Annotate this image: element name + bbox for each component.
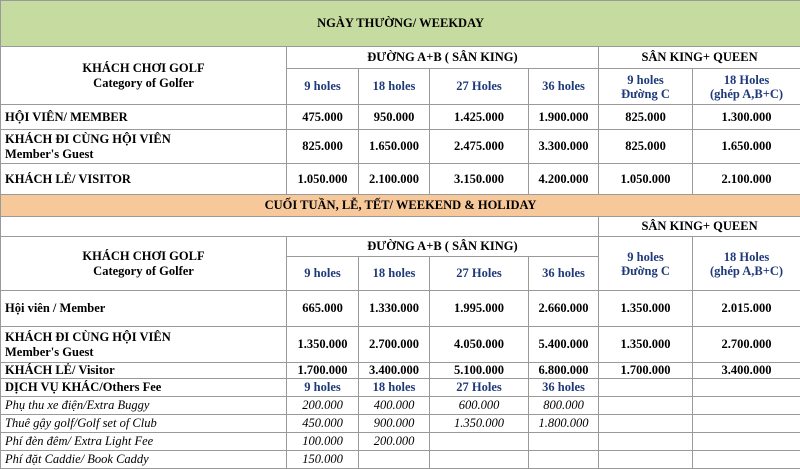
col-9-holes-c — [599, 69, 693, 105]
empty-cell — [693, 451, 800, 469]
weekend-group-ab: ĐƯỜNG A+B ( SÂN KING) — [287, 237, 599, 257]
row-label-vi: KHÁCH ĐI CÙNG HỘI VIÊN — [5, 132, 282, 147]
price-cell: 1.350.000 — [599, 291, 693, 327]
table-row — [1, 130, 800, 164]
col-18h-line1: 18 Holes — [697, 73, 796, 87]
empty-cell — [693, 379, 800, 397]
col-36-holes: 36 holes — [529, 379, 599, 397]
price-cell: 1.050.000 — [287, 164, 359, 195]
price-cell: 1.350.000 — [287, 327, 359, 363]
price-cell: 450.000 — [287, 415, 359, 433]
table-row — [1, 397, 800, 415]
col-9-holes-c — [599, 237, 693, 291]
price-cell: 1.050.000 — [599, 164, 693, 195]
col-18-holes-abc — [693, 69, 800, 105]
price-cell — [359, 451, 430, 469]
price-cell: 950.000 — [359, 105, 430, 130]
category-en: Category of Golfer — [5, 76, 282, 91]
price-cell: 1.425.000 — [430, 105, 529, 130]
weekend-blank-cell — [1, 217, 599, 237]
row-label: KHÁCH LẺ/ Visitor — [1, 363, 287, 379]
col-18-holes: 18 holes — [359, 257, 430, 291]
price-cell: 1.650.000 — [693, 130, 800, 164]
row-label: HỘI VIÊN/ MEMBER — [1, 105, 287, 130]
row-label-en: Member's Guest — [5, 147, 282, 162]
price-cell: 2.700.000 — [693, 327, 800, 363]
price-cell: 4.200.000 — [529, 164, 599, 195]
category-vi: KHÁCH CHƠI GOLF — [5, 61, 282, 76]
table-row — [1, 327, 800, 363]
price-cell: 475.000 — [287, 105, 359, 130]
weekday-category-header — [1, 47, 287, 105]
price-cell: 2.015.000 — [693, 291, 800, 327]
price-cell: 2.100.000 — [693, 164, 800, 195]
price-cell: 3.400.000 — [359, 363, 430, 379]
price-cell: 2.100.000 — [359, 164, 430, 195]
table-row — [1, 105, 800, 130]
empty-cell — [599, 379, 693, 397]
weekend-group-kq: SÂN KING+ QUEEN — [599, 217, 800, 237]
price-cell: 5.100.000 — [430, 363, 529, 379]
empty-cell — [599, 415, 693, 433]
empty-cell — [599, 433, 693, 451]
row-label: Thuê gậy golf/Golf set of Club — [1, 415, 287, 433]
price-cell: 1.700.000 — [287, 363, 359, 379]
price-cell: 900.000 — [359, 415, 430, 433]
category-en: Category of Golfer — [5, 264, 282, 279]
price-cell: 825.000 — [287, 130, 359, 164]
col-9-holes: 9 holes — [287, 69, 359, 105]
price-cell: 1.995.000 — [430, 291, 529, 327]
col-36-holes: 36 holes — [529, 69, 599, 105]
price-cell: 825.000 — [599, 105, 693, 130]
price-cell: 3.150.000 — [430, 164, 529, 195]
col-27-holes: 27 Holes — [430, 69, 529, 105]
price-cell: 6.800.000 — [529, 363, 599, 379]
empty-cell — [599, 451, 693, 469]
price-cell: 1.900.000 — [529, 105, 599, 130]
weekday-group-ab: ĐƯỜNG A+B ( SÂN KING) — [287, 47, 599, 69]
price-cell: 4.050.000 — [430, 327, 529, 363]
row-label: Phí đèn đêm/ Extra Light Fee — [1, 433, 287, 451]
weekday-group-kq: SÂN KING+ QUEEN — [599, 47, 800, 69]
price-cell — [430, 451, 529, 469]
col-18-holes: 18 holes — [359, 379, 430, 397]
col-9-holes: 9 holes — [287, 379, 359, 397]
col-9c-line2: Đường C — [603, 87, 688, 101]
price-cell: 200.000 — [359, 433, 430, 451]
table-row — [1, 415, 800, 433]
col-27-holes: 27 Holes — [430, 379, 529, 397]
price-cell: 600.000 — [430, 397, 529, 415]
price-cell: 1.700.000 — [599, 363, 693, 379]
weekday-banner: NGÀY THƯỜNG/ WEEKDAY — [1, 1, 800, 47]
price-cell: 200.000 — [287, 397, 359, 415]
table-row — [1, 451, 800, 469]
price-cell: 825.000 — [599, 130, 693, 164]
col-18-holes-abc — [693, 237, 800, 291]
price-cell — [430, 433, 529, 451]
row-label-en: Member's Guest — [5, 345, 282, 360]
row-label: Phụ thu xe điện/Extra Buggy — [1, 397, 287, 415]
price-cell: 1.350.000 — [430, 415, 529, 433]
table-row — [1, 433, 800, 451]
price-cell: 1.650.000 — [359, 130, 430, 164]
price-cell: 2.700.000 — [359, 327, 430, 363]
weekend-banner: CUỐI TUẦN, LỄ, TẾT/ WEEKEND & HOLIDAY — [1, 195, 800, 217]
others-title: DỊCH VỤ KHÁC/Others Fee — [1, 379, 287, 397]
price-cell: 1.300.000 — [693, 105, 800, 130]
price-cell — [529, 433, 599, 451]
col-9c-line2: Đường C — [603, 264, 688, 278]
empty-cell — [693, 433, 800, 451]
price-cell: 1.330.000 — [359, 291, 430, 327]
price-cell: 3.400.000 — [693, 363, 800, 379]
empty-cell — [693, 415, 800, 433]
table-row — [1, 164, 800, 195]
col-18-holes: 18 holes — [359, 69, 430, 105]
col-36-holes: 36 holes — [529, 257, 599, 291]
price-cell: 800.000 — [529, 397, 599, 415]
price-cell: 5.400.000 — [529, 327, 599, 363]
weekend-category-header — [1, 237, 287, 291]
price-cell — [529, 451, 599, 469]
row-label — [1, 130, 287, 164]
price-cell: 100.000 — [287, 433, 359, 451]
row-label — [1, 327, 287, 363]
price-cell: 400.000 — [359, 397, 430, 415]
price-cell: 1.800.000 — [529, 415, 599, 433]
price-cell: 2.660.000 — [529, 291, 599, 327]
row-label-vi: KHÁCH ĐI CÙNG HỘI VIÊN — [5, 330, 282, 345]
col-18h-line2: (ghép A,B+C) — [697, 87, 796, 101]
category-vi: KHÁCH CHƠI GOLF — [5, 249, 282, 264]
row-label: Hội viên / Member — [1, 291, 287, 327]
price-cell: 1.350.000 — [599, 327, 693, 363]
col-18h-line2: (ghép A,B+C) — [697, 264, 796, 278]
price-cell: 665.000 — [287, 291, 359, 327]
row-label: Phí đặt Caddie/ Book Caddy — [1, 451, 287, 469]
empty-cell — [693, 397, 800, 415]
col-27-holes: 27 Holes — [430, 257, 529, 291]
price-cell: 2.475.000 — [430, 130, 529, 164]
col-9-holes: 9 holes — [287, 257, 359, 291]
col-18h-line1: 18 Holes — [697, 250, 796, 264]
price-cell: 150.000 — [287, 451, 359, 469]
table-row — [1, 291, 800, 327]
price-cell: 3.300.000 — [529, 130, 599, 164]
row-label: KHÁCH LẺ/ VISITOR — [1, 164, 287, 195]
col-9c-line1: 9 holes — [603, 250, 688, 264]
empty-cell — [599, 397, 693, 415]
table-row — [1, 363, 800, 379]
col-9c-line1: 9 holes — [603, 73, 688, 87]
